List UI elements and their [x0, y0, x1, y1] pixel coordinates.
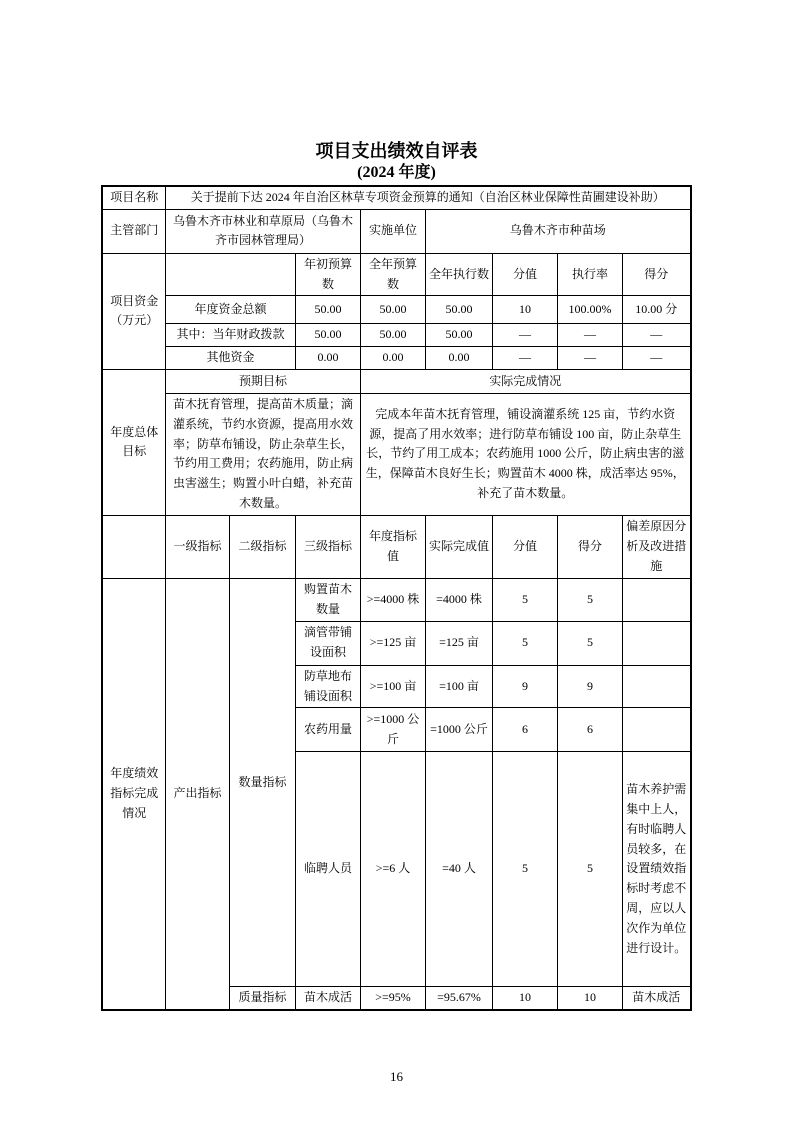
indicators-header-cell: 分值: [492, 515, 557, 578]
funds-value-cell: 50.00: [295, 324, 360, 347]
indicator-row: [102, 578, 690, 621]
funds-value-cell: 100.00%: [557, 296, 622, 324]
indicator-name-cell: 滴管带铺设面积: [295, 621, 360, 665]
funds-row-fiscal: [102, 324, 690, 347]
funds-header-cell: 全年执行数: [425, 253, 492, 296]
indicator-remark-cell: [622, 578, 690, 621]
performance-eval-table: [101, 185, 691, 1011]
level2-quantity-cell: 数量指标: [229, 578, 295, 987]
funds-value-cell: 0.00: [295, 347, 360, 370]
indicator-score-cell: 6: [557, 708, 622, 752]
indicator-weight-cell: 5: [492, 752, 557, 987]
indicator-name-cell: 购置苗木数量: [295, 578, 360, 621]
indicator-target-cell: >=100 亩: [360, 665, 425, 708]
funds-row-name-cell: 年度资金总额: [165, 296, 295, 324]
funds-header-cell: 年初预算数: [295, 253, 360, 296]
project-name-label-cell: 项目名称: [102, 186, 165, 209]
dept-value-cell: 乌鲁木齐市林业和草原局（乌鲁木齐市园林管理局）: [165, 209, 360, 253]
funds-value-cell: —: [557, 324, 622, 347]
funds-value-cell: —: [492, 324, 557, 347]
indicator-score-cell: 10: [557, 987, 622, 1010]
impl-label-cell: 实施单位: [360, 209, 425, 253]
goal-actual-text-cell: 完成本年苗木抚育管理，铺设滴灌系统 125 亩，节约水资源，提高了用水效率；进行防草布铺设 100 亩，防止杂草生长，节约了用工成本；农药施用 1000 公斤，防止病虫害的滋生，保障苗木良好生长；购置苗木 4000 株，成活率达 95%，补充了苗木数量。: [360, 393, 690, 515]
indicator-name-cell: 苗木成活: [295, 987, 360, 1010]
project-name-row: [102, 186, 690, 209]
funds-row-total: [102, 296, 690, 324]
funds-value-cell: —: [622, 324, 690, 347]
indicator-actual-cell: =4000 株: [425, 578, 492, 621]
indicator-weight-cell: 5: [492, 621, 557, 665]
indicator-target-cell: >=4000 株: [360, 578, 425, 621]
funds-header-cell: 分值: [492, 253, 557, 296]
project-name-value-cell: 关于提前下达 2024 年自治区林草专项资金预算的通知（自治区林业保障性苗圃建设补助）: [165, 186, 690, 209]
indicator-name-cell: 临聘人员: [295, 752, 360, 987]
goal-header-row: [102, 369, 690, 393]
indicator-target-cell: >=125 亩: [360, 621, 425, 665]
indicator-actual-cell: =40 人: [425, 752, 492, 987]
indicators-section-label-cell: 年度绩效指标完成情况: [102, 578, 165, 1010]
indicators-header-row: [102, 515, 690, 578]
indicators-header-cell: 偏差原因分析及改进措施: [622, 515, 690, 578]
indicator-remark-cell: [622, 708, 690, 752]
funds-value-cell: —: [492, 347, 557, 370]
indicator-target-cell: >=1000 公斤: [360, 708, 425, 752]
page-title: 项目支出绩效自评表: [315, 141, 478, 161]
funds-header-cell: 全年预算数: [360, 253, 425, 296]
funds-header-row: [102, 253, 690, 296]
funds-value-cell: —: [557, 347, 622, 370]
funds-header-cell: 得分: [622, 253, 690, 296]
funds-value-cell: —: [622, 347, 690, 370]
indicators-header-spacer-cell: [102, 515, 165, 578]
funds-row-other: [102, 347, 690, 370]
indicator-weight-cell: 10: [492, 987, 557, 1010]
indicators-header-cell: 一级指标: [165, 515, 229, 578]
indicators-header-cell: 三级指标: [295, 515, 360, 578]
funds-value-cell: 50.00: [360, 296, 425, 324]
funds-value-cell: 10: [492, 296, 557, 324]
funds-value-cell: 10.00 分: [622, 296, 690, 324]
funds-value-cell: 50.00: [425, 296, 492, 324]
goal-actual-header-cell: 实际完成情况: [360, 369, 690, 393]
goal-expected-text-cell: 苗木抚育管理，提高苗木质量；滴灌系统，节约水资源，提高用水效率；防草布铺设，防止杂草生长，节约用工费用；农药施用，防止病虫害滋生；购置小叶白蜡，补充苗木数量。: [165, 393, 360, 515]
goal-section-label-cell: 年度总体目标: [102, 369, 165, 515]
funds-section-label-cell: 项目资金（万元）: [102, 253, 165, 369]
indicator-weight-cell: 6: [492, 708, 557, 752]
indicator-actual-cell: =1000 公斤: [425, 708, 492, 752]
funds-row-name-cell: 其中：当年财政拨款: [165, 324, 295, 347]
indicator-weight-cell: 5: [492, 578, 557, 621]
indicator-score-cell: 9: [557, 665, 622, 708]
funds-header-cell: 执行率: [557, 253, 622, 296]
indicator-name-cell: 农药用量: [295, 708, 360, 752]
indicator-remark-cell: 苗木成活: [622, 987, 690, 1010]
indicator-name-cell: 防草地布铺设面积: [295, 665, 360, 708]
level1-indicator-cell: 产出指标: [165, 578, 229, 1010]
impl-value-cell: 乌鲁木齐市种苗场: [425, 209, 690, 253]
indicator-remark-cell: 苗木养护需集中上人，有时临聘人员较多，在设置绩效指标时考虑不周，应以人次作为单位进行设计。: [622, 752, 690, 987]
funds-value-cell: 50.00: [425, 324, 492, 347]
indicators-header-cell: 二级指标: [229, 515, 295, 578]
department-row: [102, 209, 690, 253]
level2-quality-cell: 质量指标: [229, 987, 295, 1010]
indicator-weight-cell: 9: [492, 665, 557, 708]
funds-value-cell: 0.00: [360, 347, 425, 370]
indicator-score-cell: 5: [557, 752, 622, 987]
indicator-actual-cell: =95.67%: [425, 987, 492, 1010]
indicator-target-cell: >=6 人: [360, 752, 425, 987]
indicator-score-cell: 5: [557, 621, 622, 665]
indicator-target-cell: >=95%: [360, 987, 425, 1010]
funds-row-name-cell: 其他资金: [165, 347, 295, 370]
goal-body-row: [102, 393, 690, 515]
indicators-header-cell: 得分: [557, 515, 622, 578]
indicator-remark-cell: [622, 621, 690, 665]
indicators-header-cell: 实际完成值: [425, 515, 492, 578]
page-subtitle: (2024 年度): [357, 164, 436, 181]
goal-expected-header-cell: 预期目标: [165, 369, 360, 393]
funds-header-spacer-cell: [165, 253, 295, 296]
funds-value-cell: 50.00: [360, 324, 425, 347]
indicator-actual-cell: =125 亩: [425, 621, 492, 665]
indicator-actual-cell: =100 亩: [425, 665, 492, 708]
indicator-score-cell: 5: [557, 578, 622, 621]
funds-value-cell: 0.00: [425, 347, 492, 370]
dept-label-cell: 主管部门: [102, 209, 165, 253]
page-number: 16: [390, 1069, 403, 1085]
indicators-header-cell: 年度指标值: [360, 515, 425, 578]
funds-value-cell: 50.00: [295, 296, 360, 324]
indicator-remark-cell: [622, 665, 690, 708]
